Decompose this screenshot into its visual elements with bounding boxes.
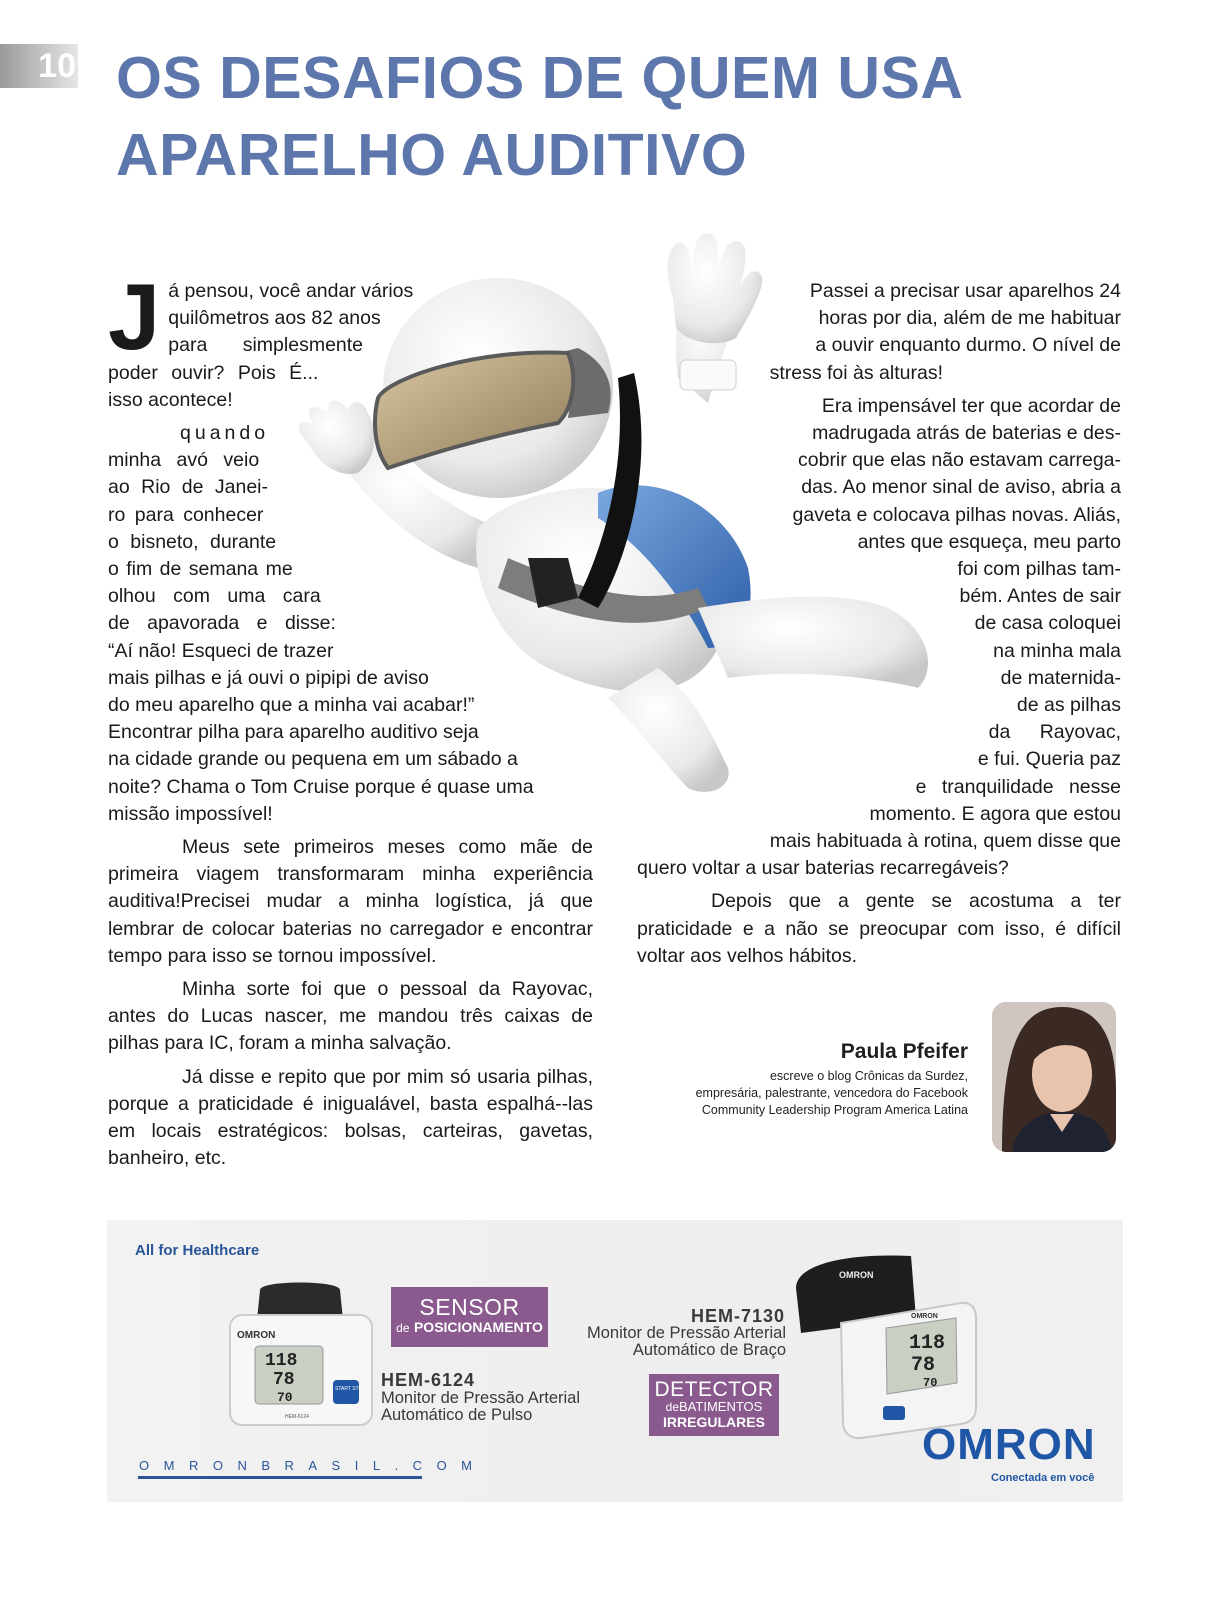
product2-model: HEM-7130 xyxy=(691,1306,786,1326)
paragraph-grandmother xyxy=(108,420,593,828)
text-line: de maternida- xyxy=(1000,666,1121,689)
paragraph-24h xyxy=(637,278,1121,387)
text-line: e fui. Queria paz xyxy=(977,748,1121,771)
start-stop-label: START STOP xyxy=(335,1386,366,1392)
text-line: o bisneto, durante xyxy=(108,530,277,553)
detector-badge xyxy=(649,1374,779,1436)
article-column-right xyxy=(637,278,1121,970)
paragraph-madrugada xyxy=(637,393,1121,883)
intro-line: quilômetros aos 82 anos xyxy=(168,307,381,330)
intro-line: á pensou, você andar vários xyxy=(168,280,414,302)
intro-line: isso acontece! xyxy=(108,388,233,411)
text-line: de as pilhas xyxy=(1016,694,1121,717)
text-line: da Rayovac, xyxy=(988,721,1121,744)
product1-desc-line: Automático de Pulso xyxy=(381,1406,533,1424)
text-line: na cidade grande ou pequena em um sábado a xyxy=(108,748,518,771)
ad-tagline: All for Healthcare xyxy=(135,1242,260,1259)
title-line-1: OS DESAFIOS DE QUEM USA xyxy=(116,45,964,111)
paragraph-first-months: Meus sete primeiros meses como mãe de primeira viagem transformaram minha experiência auditiva!Precisei mudar a minha logística, já que lembrar de colocar baterias no carregador e encontrar tempo para isso se tornou impossível. xyxy=(108,836,593,967)
text-line: Passei a precisar usar aparelhos 24 xyxy=(809,280,1121,302)
text-line: de casa coloquei xyxy=(974,612,1121,635)
sensor-subtitle xyxy=(391,1319,548,1337)
text-line: na minha mala xyxy=(993,639,1121,662)
text-line: das. Ao menor sinal de aviso, abria a xyxy=(801,476,1121,499)
text-line: noite? Chama o Tom Cruise porque é quase uma xyxy=(108,775,534,798)
text-line: a ouvir enquanto durmo. O nível de xyxy=(815,334,1121,357)
device-model-label: HEM-6124 xyxy=(285,1414,309,1420)
text-line: gaveta e colocava pilhas novas. Aliás, xyxy=(792,503,1121,526)
intro-lines xyxy=(108,264,593,414)
omron-slogan: Conectada em você xyxy=(991,1472,1095,1484)
author-desc-line: Community Leadership Program America Latina xyxy=(701,1103,968,1117)
sensor-title: SENSOR xyxy=(419,1294,520,1320)
text-line: madrugada atrás de baterias e des- xyxy=(812,422,1121,445)
intro-line: poder ouvir? Pois É... xyxy=(108,361,319,384)
detector-de: de xyxy=(665,1400,680,1414)
text-line: missão impossível! xyxy=(108,802,273,825)
url-underline xyxy=(138,1476,422,1479)
device-pul-value: 70 xyxy=(277,1390,293,1405)
author-desc-line: escreve o blog Crônicas da Surdez, xyxy=(769,1069,968,1083)
arm-pul-value: 70 xyxy=(923,1376,938,1390)
product2-desc-line: Monitor de Pressão Arterial xyxy=(586,1324,786,1342)
omron-url-link[interactable]: OMRONBRASIL.COM xyxy=(139,1458,487,1473)
author-portrait xyxy=(992,1002,1116,1152)
text-line: ao Rio de Janei- xyxy=(108,476,269,499)
omron-logo: OMRON xyxy=(922,1420,1096,1469)
device-brand-label: OMRON xyxy=(237,1330,276,1341)
text-line: foi com pilhas tam- xyxy=(957,558,1121,581)
detector-line2: BATIMENTOS xyxy=(679,1399,763,1414)
text-line: bém. Antes de sair xyxy=(959,585,1121,608)
cuff-brand-label: OMRON xyxy=(839,1270,874,1280)
start-stop-button xyxy=(333,1380,359,1404)
text-line: e tranquilidade nesse xyxy=(915,775,1121,798)
arm-sys-value: 118 xyxy=(909,1332,946,1355)
detector-bold: IRREGULARES xyxy=(663,1414,765,1430)
article-title xyxy=(116,40,963,194)
text-line: de apavorada e disse: xyxy=(108,612,336,635)
detector-subtitle xyxy=(649,1400,779,1414)
arm-dia-value: 78 xyxy=(911,1354,936,1377)
text-line: horas por dia, além de me habituar xyxy=(818,307,1121,330)
text-line: do meu aparelho que a minha vai acabar!” xyxy=(108,694,475,717)
sensor-de: de xyxy=(396,1321,410,1335)
text-line: quando xyxy=(180,422,270,445)
text-line: mais pilhas e já ouvi o pipipi de aviso xyxy=(108,666,429,689)
sensor-badge xyxy=(391,1287,548,1347)
device-dia-value: 78 xyxy=(273,1370,295,1390)
arm-start-button xyxy=(883,1406,905,1420)
text-line: mais habituada à rotina, quem disse que xyxy=(769,830,1121,853)
text-line: cobrir que elas não estavam carrega- xyxy=(798,449,1121,472)
product1-desc-line: Monitor de Pressão Arterial xyxy=(381,1389,581,1407)
intro-line: para simplesmente xyxy=(168,334,364,357)
device-sys-value: 118 xyxy=(265,1351,298,1371)
arm-device-brand: OMRON xyxy=(911,1313,938,1320)
detector-title: DETECTOR xyxy=(654,1378,774,1401)
text-line: quero voltar a usar baterias recarregáveis? xyxy=(637,857,1009,880)
paragraph-rayovac: Minha sorte foi que o pessoal da Rayovac, antes do Lucas nascer, me mandou três caixas de pilhas para IC, foram a minha salvação. xyxy=(108,978,593,1055)
paragraph-batteries: Já disse e repito que por mim só usaria pilhas, porque a praticidade é inigualável, basta espalhá--las em locais estratégicos: bolsas, carteiras, gavetas, banheiro, etc. xyxy=(108,1065,593,1170)
author-description xyxy=(660,1068,968,1119)
article-column-left xyxy=(108,264,593,1173)
text-line: o fim de semana me xyxy=(108,558,293,581)
text-line: Encontrar pilha para aparelho auditivo seja xyxy=(108,721,479,744)
text-line: stress foi às alturas! xyxy=(769,361,943,384)
sensor-bold: POSICIONAMENTO xyxy=(413,1319,543,1335)
arm-monitor-image xyxy=(791,1248,981,1444)
text-line: momento. E agora que estou xyxy=(869,802,1121,825)
text-line: ro para conhecer xyxy=(108,503,264,526)
product2-description xyxy=(583,1325,786,1359)
title-line-2: APARELHO AUDITIVO xyxy=(116,122,748,188)
page-number: 10 xyxy=(0,44,78,88)
text-line: “Aí não! Esqueci de trazer xyxy=(108,639,334,662)
product2-desc-line: Automático de Braço xyxy=(632,1341,786,1359)
text-line: olhou com uma cara xyxy=(108,585,321,608)
paragraph-conclusion: Depois que a gente se acostuma a ter praticidade e a não se preocupar com isso, é difícil voltar aos velhos hábitos. xyxy=(637,890,1121,967)
author-photo xyxy=(992,1002,1116,1152)
omron-advertisement[interactable] xyxy=(107,1220,1123,1502)
author-desc-line: empresária, palestrante, vencedora do Facebook xyxy=(695,1086,968,1100)
product1-description xyxy=(381,1390,580,1424)
wrist-monitor-image xyxy=(225,1280,375,1430)
drop-cap: J xyxy=(108,264,161,369)
text-line: Era impensável ter que acordar de xyxy=(821,394,1121,417)
paragraph-intro xyxy=(108,264,593,414)
product1-model: HEM-6124 xyxy=(381,1370,476,1390)
text-line: antes que esqueça, meu parto xyxy=(857,530,1121,553)
author-name: Paula Pfeifer xyxy=(840,1040,968,1063)
text-line: minha avó veio xyxy=(108,449,260,472)
